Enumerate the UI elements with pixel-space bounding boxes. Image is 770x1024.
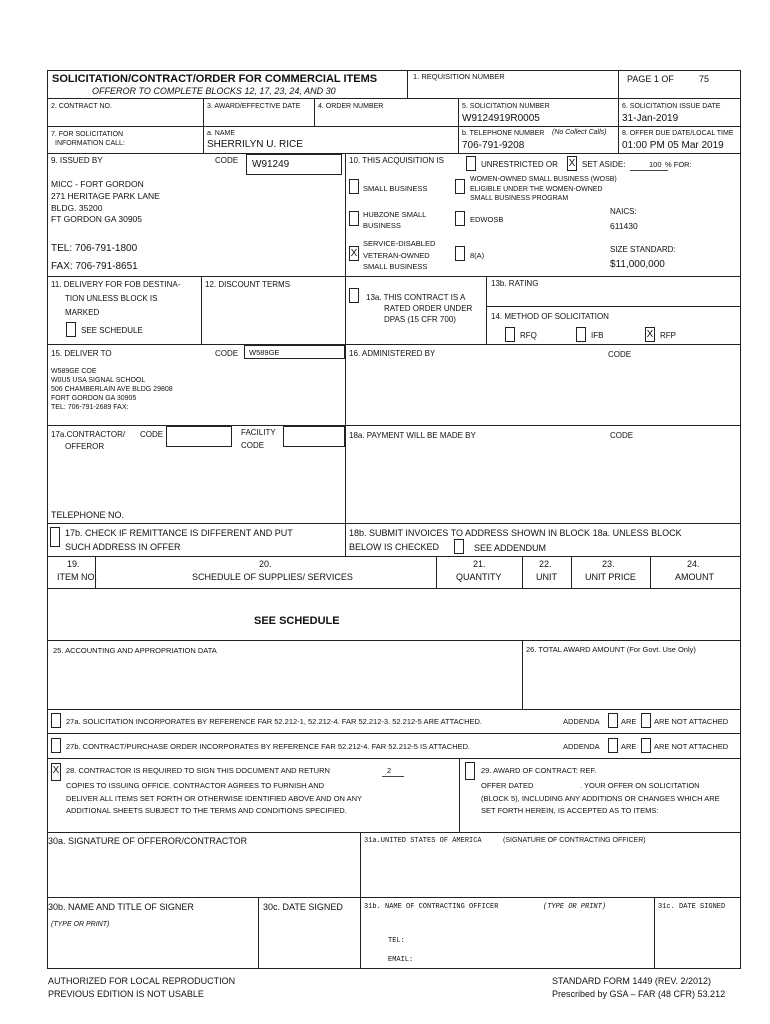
27a-are-not-checkbox[interactable]	[641, 713, 651, 728]
col-quantity-number: 21.	[473, 559, 486, 569]
grid-line	[47, 425, 741, 426]
grid-line	[571, 556, 572, 588]
wosb-label-line3: SMALL BUSINESS PROGRAM	[470, 195, 569, 202]
contract-no-label: 2. CONTRACT NO.	[51, 103, 112, 110]
no-collect-calls: (No Collect Calls)	[552, 129, 607, 136]
grid-line	[47, 153, 741, 154]
col-item-no: ITEM NO.	[57, 572, 97, 582]
naics-label: NAICS:	[610, 207, 637, 216]
solicitation-number-label: 5. SOLICITATION NUMBER	[462, 103, 550, 110]
grid-line	[486, 276, 487, 344]
27b-are-not-checkbox[interactable]	[641, 738, 651, 753]
grid-line	[47, 126, 741, 127]
co-date-signed-label: 31c. DATE SIGNED	[658, 903, 726, 911]
col-schedule-number: 20.	[259, 559, 272, 569]
edwosb-checkbox[interactable]	[455, 211, 465, 226]
28-label-line4: ADDITIONAL SHEETS SUBJECT TO THE TERMS AND CONDITIONS SPECIFIED.	[66, 806, 347, 815]
wosb-label: WOMEN-OWNED SMALL BUSINESS (WOSB)	[470, 176, 617, 183]
page-total: 75	[699, 74, 710, 84]
grid-line	[436, 556, 437, 588]
grid-line	[47, 344, 741, 345]
method-label: 14. METHOD OF SOLICITATION	[491, 312, 609, 321]
set-aside-checkbox[interactable]: X	[568, 158, 576, 169]
issued-address-line: FT GORDON GA 30905	[51, 214, 143, 224]
grid-line	[47, 556, 741, 557]
set-aside-label: SET ASIDE:	[582, 160, 626, 169]
grid-line	[360, 832, 361, 969]
naics-value: 611430	[610, 221, 638, 231]
col-amount-number: 24.	[687, 559, 700, 569]
col-schedule: SCHEDULE OF SUPPLIES/ SERVICES	[192, 572, 353, 582]
name-label: a. NAME	[207, 130, 236, 137]
29-label: 29. AWARD OF CONTRACT: REF.	[481, 766, 597, 775]
27a-are-not-label: ARE NOT ATTACHED	[654, 717, 729, 726]
delivery-label-line2: TION UNLESS BLOCK IS	[65, 294, 158, 303]
grid-line	[201, 276, 202, 344]
payment-label: 18a. PAYMENT WILL BE MADE BY	[349, 431, 476, 440]
deliver-address-line: TEL: 706-791-2689 FAX:	[51, 404, 129, 411]
29-label-line3: SET FORTH HEREIN, IS ACCEPTED AS TO ITEMS:	[481, 806, 659, 815]
issued-fax: FAX: 706-791-8651	[51, 261, 138, 272]
grid-line	[47, 758, 741, 759]
deliver-code-label: CODE	[215, 349, 239, 358]
hubzone-label-line2: BUSINESS	[363, 221, 401, 230]
facility-code-box[interactable]	[283, 426, 345, 447]
edwosb-label: EDWOSB	[470, 215, 504, 224]
27b-are-checkbox[interactable]	[608, 738, 618, 753]
grid-line	[47, 523, 741, 524]
invoice-label: 18b. SUBMIT INVOICES TO ADDRESS SHOWN IN BLOCK 18a. UNLESS BLOCK	[349, 528, 682, 538]
28-label-line3: DELIVER ALL ITEMS SET FORTH OR OTHERWISE IDENTIFIED ABOVE AND ON ANY	[66, 794, 363, 803]
delivery-label-line3: MARKED	[65, 308, 100, 317]
wosb-label-line2: ELIGIBLE UNDER THE WOMEN-OWNED	[470, 186, 603, 193]
sdvosb-label-line3: SMALL BUSINESS	[363, 262, 428, 271]
grid-line	[459, 758, 460, 832]
grid-line	[650, 556, 651, 588]
set-aside-percent: 100	[649, 160, 662, 169]
remittance-label: 17b. CHECK IF REMITTANCE IS DIFFERENT AND PUT	[65, 528, 293, 538]
addendum-checkbox[interactable]	[454, 539, 464, 554]
unrestricted-checkbox[interactable]	[466, 156, 476, 171]
telephone-label: b. TELEPHONE NUMBER	[462, 130, 545, 137]
ifb-label: IFB	[591, 331, 604, 340]
27b-are-label: ARE	[621, 742, 637, 751]
accounting-label: 25. ACCOUNTING AND APPROPRIATION DATA	[53, 646, 217, 655]
type-or-print: (TYPE OR PRINT)	[51, 921, 110, 928]
telephone-no-label: TELEPHONE NO.	[51, 510, 125, 520]
contracting-officer-signature-label: (SIGNATURE OF CONTRACTING OFFICER)	[503, 837, 646, 844]
contractor-label-line2: OFFEROR	[65, 442, 105, 451]
contact-name: SHERRILYN U. RICE	[207, 139, 303, 150]
size-standard-label: SIZE STANDARD:	[610, 245, 676, 254]
rfp-checkbox[interactable]: X	[646, 329, 654, 340]
administered-code-label: CODE	[608, 350, 632, 359]
offer-due-label: 8. OFFER DUE DATE/LOCAL TIME	[622, 130, 734, 137]
grid-line	[458, 98, 459, 153]
27b-are-not-label: ARE NOT ATTACHED	[654, 742, 729, 751]
issued-code: W91249	[252, 159, 290, 170]
form-subtitle: OFFEROR TO COMPLETE BLOCKS 12, 17, 23, 24, AND 30	[92, 86, 336, 96]
eight-a-label: 8(A)	[470, 251, 485, 260]
deliver-address-line: W589GE COE	[51, 368, 97, 375]
sdvosb-checkbox[interactable]: X	[350, 248, 358, 259]
28-copies-underline	[382, 776, 404, 777]
deliver-address-line: 506 CHAMBERLAIN AVE BLDG 29808	[51, 386, 173, 393]
facility-code-label-line2: CODE	[241, 441, 265, 450]
grid-line	[407, 70, 408, 98]
requisition-number-label: 1. REQUISITION NUMBER	[413, 72, 505, 81]
27a-are-checkbox[interactable]	[608, 713, 618, 728]
grid-line	[654, 897, 655, 969]
grid-line	[47, 733, 741, 734]
issue-date: 31-Jan-2019	[622, 113, 679, 124]
issued-by-label: 9. ISSUED BY	[51, 156, 103, 165]
rated-order-label-line2: RATED ORDER UNDER	[384, 304, 473, 313]
grid-line	[203, 98, 204, 126]
28-copies: 2	[387, 766, 392, 775]
signer-name-label: 30b. NAME AND TITLE OF SIGNER	[48, 902, 194, 912]
col-item-no-number: 19.	[67, 559, 80, 569]
info-call-label-line1: 7. FOR SOLICITATION	[51, 131, 124, 138]
invoice-label-line2: BELOW IS CHECKED	[349, 542, 440, 552]
small-business-label: SMALL BUSINESS	[363, 184, 428, 193]
small-business-checkbox[interactable]	[349, 179, 359, 194]
grid-line	[47, 709, 741, 710]
grid-line	[203, 126, 204, 153]
col-unit: UNIT	[536, 572, 557, 582]
footer-form-number: STANDARD FORM 1449 (REV. 2/2012)	[552, 976, 712, 986]
grid-line	[618, 98, 619, 153]
grid-line	[522, 556, 523, 588]
co-email-label: EMAIL:	[388, 956, 414, 964]
co-tel-label: TEL:	[388, 937, 405, 945]
col-quantity: QUANTITY	[456, 572, 502, 582]
contracting-officer-name-label: 31b. NAME OF CONTRACTING OFFICER	[364, 903, 499, 911]
rfq-label: RFQ	[520, 331, 537, 340]
ifb-checkbox[interactable]	[576, 327, 586, 342]
telephone-number: 706-791-9208	[462, 140, 525, 151]
rfp-label: RFP	[660, 331, 676, 340]
grid-line	[258, 897, 259, 969]
hubzone-checkbox[interactable]	[349, 211, 359, 226]
27a-label: 27a. SOLICITATION INCORPORATES BY REFERENCE FAR 52.212-1, 52.212-4. FAR 52.212-3. 52.212-5 ARE ATTACHED.	[66, 717, 482, 726]
issued-code-label: CODE	[215, 156, 239, 165]
set-aside-underline	[630, 170, 668, 171]
payment-code-label: CODE	[610, 431, 634, 440]
administered-by-label: 16. ADMINISTERED BY	[349, 349, 436, 358]
28-label: 28. CONTRACTOR IS REQUIRED TO SIGN THIS DOCUMENT AND RETURN	[66, 766, 330, 775]
grid-line	[47, 897, 741, 898]
grid-line	[522, 640, 523, 709]
col-amount: AMOUNT	[675, 572, 714, 582]
deliver-address-line: W0U5 USA SIGNAL SCHOOL	[51, 377, 146, 384]
grid-line	[486, 306, 741, 307]
grid-line	[47, 276, 741, 277]
order-number-label: 4. ORDER NUMBER	[318, 103, 384, 110]
rated-order-label: 13a. THIS CONTRACT IS A	[366, 293, 466, 302]
grid-line	[47, 640, 741, 641]
co-type-or-print: (TYPE OR PRINT)	[543, 903, 607, 911]
footer-prescribed: Prescribed by GSA – FAR (48 CFR) 53.212	[552, 989, 726, 999]
27b-checkbox[interactable]	[51, 738, 61, 753]
sdvosb-label-line2: VETERAN-OWNED	[363, 251, 430, 260]
27a-are-label: ARE	[621, 717, 637, 726]
contractor-code-label: CODE	[140, 430, 164, 439]
29-label-line2: (BLOCK 5), INCLUDING ANY ADDITIONS OR CHANGES WHICH ARE	[481, 794, 720, 803]
offer-due: 01:00 PM 05 Mar 2019	[622, 140, 724, 151]
grid-line	[47, 832, 741, 833]
27a-checkbox[interactable]	[51, 713, 61, 728]
info-call-label-line2: INFORMATION CALL:	[55, 140, 125, 147]
rating-label: 13b. RATING	[491, 279, 539, 288]
facility-code-label: FACILITY	[241, 428, 276, 437]
29-checkbox[interactable]	[465, 762, 475, 780]
deliver-code: W589GE	[249, 348, 280, 357]
total-award-label: 26. TOTAL AWARD AMOUNT (For Govt. Use Only)	[526, 645, 696, 654]
grid-line	[47, 588, 741, 589]
27b-addenda-label: ADDENDA	[563, 742, 600, 751]
wosb-checkbox[interactable]	[455, 179, 465, 194]
grid-line	[345, 153, 346, 556]
28-checkbox[interactable]: X	[51, 763, 61, 781]
discount-terms-label: 12. DISCOUNT TERMS	[205, 280, 291, 289]
deliver-address-line: FORT GORDON GA 30905	[51, 395, 137, 402]
form-title: SOLICITATION/CONTRACT/ORDER FOR COMMERCIAL ITEMS	[52, 73, 378, 85]
date-signed-label: 30c. DATE SIGNED	[263, 902, 343, 912]
delivery-label: 11. DELIVERY FOR FOB DESTINA-	[51, 280, 181, 289]
deliver-to-label: 15. DELIVER TO	[51, 349, 112, 358]
grid-line	[47, 98, 741, 99]
size-standard-value: $11,000,000	[610, 259, 665, 270]
rated-order-label-line3: DPAS (15 CFR 700)	[384, 315, 456, 324]
issued-address-line: 271 HERITAGE PARK LANE	[51, 191, 160, 201]
col-unit-price: UNIT PRICE	[585, 572, 636, 582]
rated-order-checkbox[interactable]	[349, 288, 359, 303]
remittance-label-line2: SUCH ADDRESS IN OFFER	[65, 542, 181, 552]
footer-authorized: AUTHORIZED FOR LOCAL REPRODUCTION	[48, 976, 236, 986]
col-unit-price-number: 23.	[602, 559, 615, 569]
rfq-checkbox[interactable]	[505, 327, 515, 342]
hubzone-label: HUBZONE SMALL	[363, 210, 427, 219]
27b-label: 27b. CONTRACT/PURCHASE ORDER INCORPORATES BY REFERENCE FAR 52.212-4. FAR 52.212-5 IS ATTACHED.	[66, 742, 471, 751]
page-label: PAGE 1 OF	[627, 74, 674, 84]
acquisition-label: 10. THIS ACQUISITION IS	[349, 156, 444, 165]
27a-addenda-label: ADDENDA	[563, 717, 600, 726]
eight-a-checkbox[interactable]	[455, 246, 465, 261]
footer-previous-edition: PREVIOUS EDITION IS NOT USABLE	[48, 989, 204, 999]
col-unit-number: 22.	[539, 559, 552, 569]
grid-line	[314, 98, 315, 126]
28-label-line2: COPIES TO ISSUING OFFICE. CONTRACTOR AGREES TO FURNISH AND	[66, 781, 325, 790]
issue-date-label: 6. SOLICITATION ISSUE DATE	[622, 103, 721, 110]
issued-address-line: BLDG. 35200	[51, 203, 103, 213]
issued-address-line: MICC - FORT GORDON	[51, 179, 144, 189]
award-date-label: 3. AWARD/EFFECTIVE DATE	[207, 103, 301, 110]
sdvosb-label: SERVICE-DISABLED	[363, 239, 436, 248]
unrestricted-label: UNRESTRICTED OR	[481, 160, 558, 169]
grid-line	[618, 70, 619, 98]
29-offer-dated: OFFER DATED	[481, 781, 534, 790]
see-schedule-label: SEE SCHEDULE	[81, 326, 143, 335]
contractor-code-box[interactable]	[166, 426, 232, 447]
form-border	[47, 70, 741, 969]
set-aside-percent-for: % FOR:	[665, 160, 692, 169]
solicitation-number: W9124919R0005	[462, 113, 540, 124]
29-your-offer: . YOUR OFFER ON SOLICITATION	[580, 781, 700, 790]
remittance-checkbox[interactable]	[50, 527, 60, 547]
addendum-label: SEE ADDENDUM	[474, 543, 547, 553]
see-schedule-checkbox[interactable]	[66, 322, 76, 337]
see-schedule-heading: SEE SCHEDULE	[254, 615, 340, 627]
usa-label: 31a.UNITED STATES OF AMERICA	[364, 837, 482, 845]
contractor-label: 17a.CONTRACTOR/	[51, 430, 126, 439]
offeror-signature-label: 30a. SIGNATURE OF OFFEROR/CONTRACTOR	[48, 836, 248, 846]
issued-tel: TEL: 706-791-1800	[51, 243, 138, 254]
